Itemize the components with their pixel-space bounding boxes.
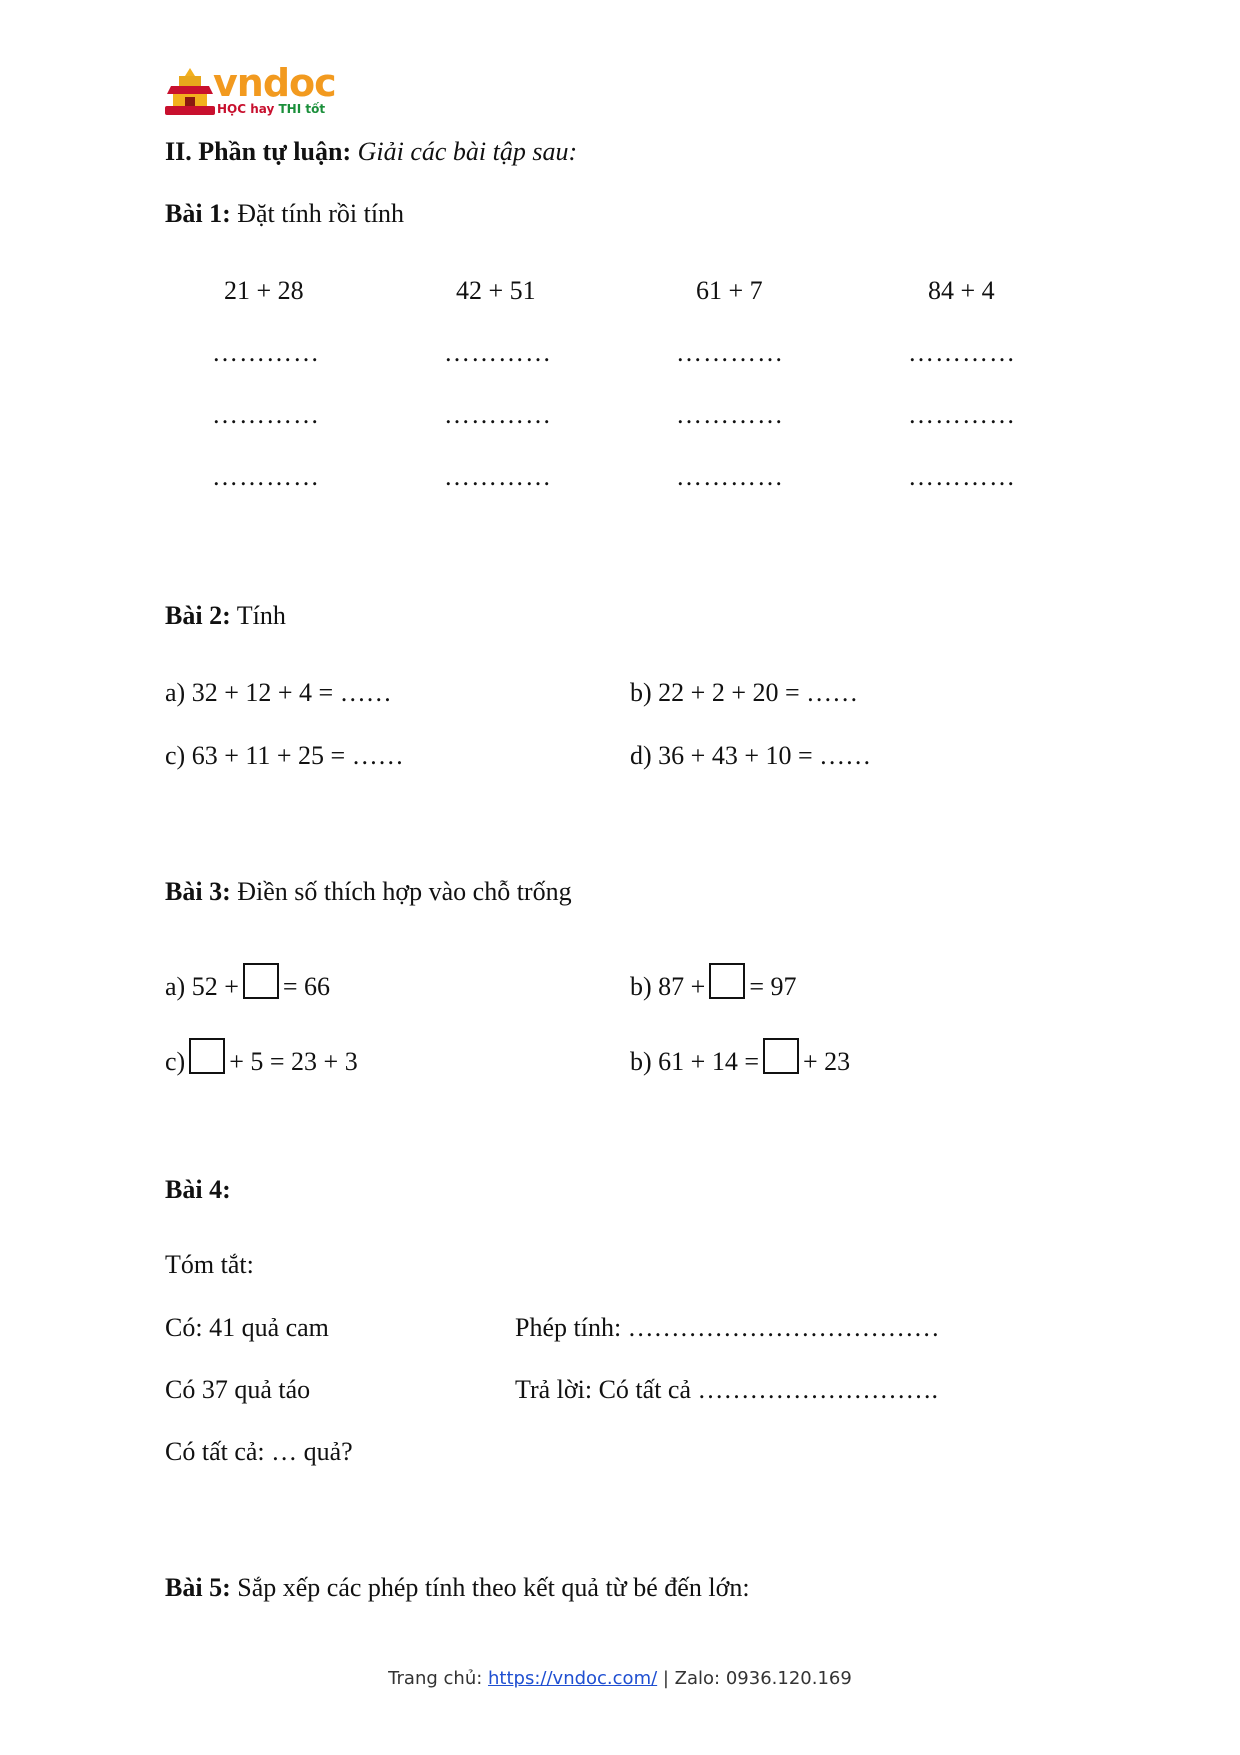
bai2-item-a: a) 32 + 12 + 4 = …… xyxy=(165,678,392,707)
bai4-answer: Trả lời: Có tất cả ………………………. xyxy=(515,1375,938,1404)
bai1-blank: ………… xyxy=(908,338,1016,367)
bai1-problem-3: 61 + 7 xyxy=(696,276,763,305)
bai2-item-d: d) 36 + 43 + 10 = …… xyxy=(630,741,872,770)
bai1-blank: ………… xyxy=(444,338,552,367)
bai4-line-2: Có 37 quả táo xyxy=(165,1375,311,1404)
answer-box[interactable] xyxy=(763,1038,799,1074)
bai1-blank: ………… xyxy=(212,400,320,429)
bai1-blank: ………… xyxy=(908,400,1016,429)
bai4-line-3: Có tất cả: … quả? xyxy=(165,1437,353,1466)
bai3-heading: Bài 3: Điền số thích hợp vào chỗ trống xyxy=(165,877,572,906)
bai1-heading: Bài 1: Đặt tính rồi tính xyxy=(165,199,405,228)
bai4-summary-label: Tóm tắt: xyxy=(165,1250,254,1279)
bai3-item-b1: b) 87 + = 97 xyxy=(630,963,797,1002)
bai1-blank: ………… xyxy=(444,400,552,429)
bai3-item-b2: b) 61 + 14 = + 23 xyxy=(630,1038,850,1077)
bai2-item-b: b) 22 + 2 + 20 = …… xyxy=(630,678,859,707)
bai1-blank: ………… xyxy=(444,462,552,491)
answer-box[interactable] xyxy=(243,963,279,999)
section-title: II. Phần tự luận: Giải các bài tập sau: xyxy=(165,137,578,166)
bai1-problem-2: 42 + 51 xyxy=(456,276,536,305)
pagoda-logo-icon xyxy=(165,66,215,118)
vndoc-logo xyxy=(165,61,336,124)
bai1-blank: ………… xyxy=(676,400,784,429)
bai1-blank: ………… xyxy=(908,462,1016,491)
bai2-heading: Bài 2: Tính xyxy=(165,601,286,630)
bai1-blank: ………… xyxy=(676,338,784,367)
homepage-link[interactable]: https://vndoc.com/ xyxy=(488,1668,658,1689)
bai1-problem-4: 84 + 4 xyxy=(928,276,995,305)
bai4-line-1: Có: 41 quả cam xyxy=(165,1313,329,1342)
bai1-blank: ………… xyxy=(212,338,320,367)
bai4-heading: Bài 4: xyxy=(165,1175,231,1204)
logo-wordmark: vndoc xyxy=(213,61,336,105)
bai2-item-c: c) 63 + 11 + 25 = …… xyxy=(165,741,404,770)
page-footer: Trang chủ: https://vndoc.com/ | Zalo: 0936.120.169 xyxy=(388,1668,852,1689)
bai5-heading: Bài 5: Sắp xếp các phép tính theo kết quả từ bé đến lớn: xyxy=(165,1573,750,1602)
logo-tagline: HỌC hay THI tốt xyxy=(217,102,326,116)
bai3-item-a: a) 52 + = 66 xyxy=(165,963,330,1002)
bai1-blank: ………… xyxy=(212,462,320,491)
bai4-calculation: Phép tính: ……………………………… xyxy=(515,1313,940,1342)
answer-box[interactable] xyxy=(189,1038,225,1074)
answer-box[interactable] xyxy=(709,963,745,999)
bai1-blank: ………… xyxy=(676,462,784,491)
bai1-problem-1: 21 + 28 xyxy=(224,276,304,305)
bai3-item-c: c) + 5 = 23 + 3 xyxy=(165,1038,358,1077)
